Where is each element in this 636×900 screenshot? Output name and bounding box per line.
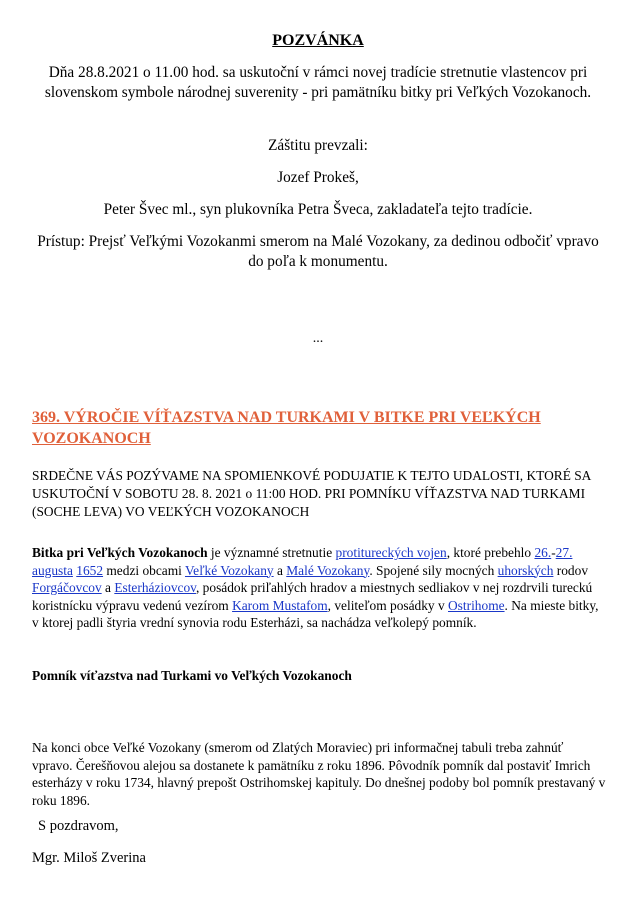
announcement-text: SRDEČNE VÁS POZÝVAME NA SPOMIENKOVÉ PODUJATIE K TEJTO UDALOSTI, KTORÉ SA USKUTOČNÍ V SOBOTU 28. 8. 2021 o 11:00 HOD. PRI POMNÍKU VÍŤAZSTVA NAD TURKAMI (SOCHE LEVA) VO VEĽKÝCH VOZOKANOCH	[32, 468, 591, 519]
text-span: a	[101, 580, 115, 595]
closing-greeting: S pozdravom,	[38, 818, 119, 834]
link-date-26[interactable]: 26.	[534, 545, 552, 560]
text-span: . Spojené sily mocných	[369, 562, 498, 578]
text-span: , posádok priľahlých hradov a miestnych sedliakov v nej rozdrvili tureckú koristnícku výpravu vedenú vezírom	[32, 580, 593, 613]
patron-name-2: Peter Švec ml., syn plukovníka Petra Šveca, zakladateľa tejto tradície.	[103, 201, 533, 218]
text-span: , ktoré prebehlo	[446, 545, 535, 560]
link-uhorske[interactable]: uhorských	[497, 562, 554, 578]
text-span: medzi obcami	[103, 562, 185, 578]
link-forgacovci[interactable]: Forgáčovcov	[32, 580, 102, 595]
text-span: rodov	[553, 562, 589, 578]
signature: Mgr. Miloš Zverina	[32, 850, 146, 866]
text-span: -	[551, 545, 556, 560]
invitation-title: POZVÁNKA	[272, 32, 364, 49]
patron-heading: Záštitu prevzali:	[268, 137, 368, 154]
patron-name-1: Jozef Prokeš,	[277, 169, 359, 186]
battle-name-bold: Bitka pri Veľkých Vozokanoch	[32, 545, 208, 560]
link-protiturecke-vojny[interactable]: protitureckých vojen	[335, 545, 447, 560]
monument-directions: Na konci obce Veľké Vozokany (smerom od Zlatých Moraviec) pri informačnej tabuli treba zahnúť vpravo. Čerešňovou alejou sa dostanete k pamätníku z roku 1896. Pôvodník pomník dal postaviť Imrich esterházy v roku 1734, hlavný prepošt Ostrihomskej kapituly. Do dnešnej podoby bol pomník prestavaný v roku 1896.	[32, 740, 606, 808]
link-year-1652[interactable]: 1652	[76, 562, 104, 578]
text-span: je významné stretnutie	[207, 545, 336, 560]
access-directions: Prístup: Prejsť Veľkými Vozokanmi smerom na Malé Vozokany, za dedinou odbočiť vpravo do poľa k monumentu.	[37, 233, 599, 270]
link-male-vozokany[interactable]: Malé Vozokany	[286, 562, 370, 578]
ellipsis-separator: ...	[312, 331, 324, 346]
link-date-27-august[interactable]: 27. augusta	[32, 545, 573, 578]
article-heading[interactable]: 369. VÝROČIE VÍŤAZSTVA NAD TURKAMI V BITKE PRI VEĽKÝCH VOZOKANOCH	[32, 409, 541, 447]
monument-subheading: Pomník víťazstva nad Turkami vo Veľkých Vozokanoch	[32, 668, 352, 683]
invitation-intro: Dňa 28.8.2021 o 11.00 hod. sa uskutoční v rámci novej tradície stretnutie vlastencov pri slovenskom symbole národnej suverenity - pri pamätníku bitky pri Veľkých Vozokanoch.	[44, 64, 592, 101]
text-span: , veliteľom posádky v	[327, 597, 449, 613]
battle-paragraph	[32, 544, 606, 632]
link-kara-mustafa[interactable]: Karom Mustafom	[232, 597, 328, 613]
link-velke-vozokany[interactable]: Veľké Vozokany	[184, 562, 274, 578]
link-esterhaziovci[interactable]: Esterháziovcov	[114, 580, 196, 595]
text-span: a	[273, 562, 287, 578]
text-span: . Na mieste bitky, v ktorej padli štyria vrední synovia rodu Esterházi, sa nachádza veľkolepý pomník.	[32, 597, 599, 630]
link-ostrihom[interactable]: Ostrihome	[448, 597, 505, 613]
